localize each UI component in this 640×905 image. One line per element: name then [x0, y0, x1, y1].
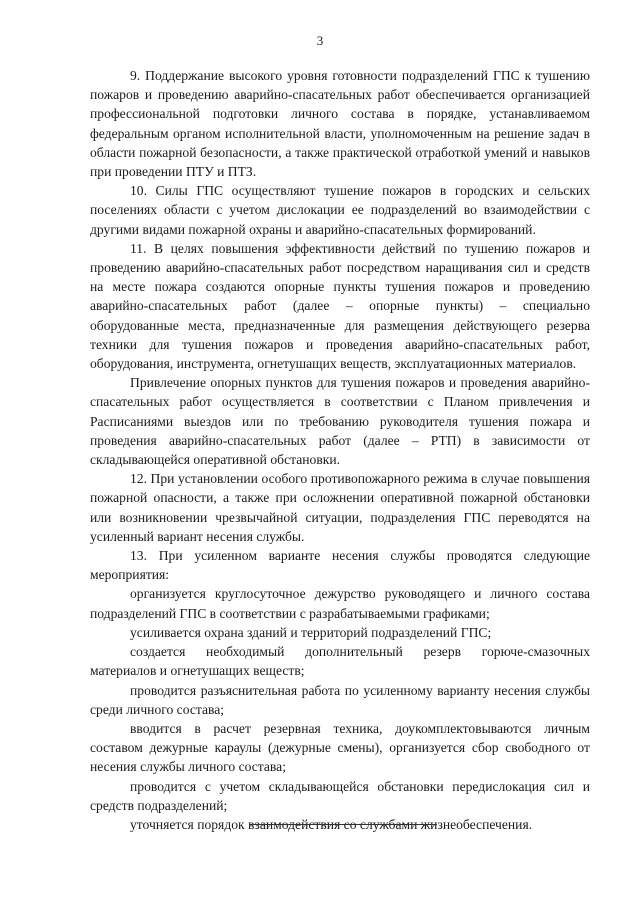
paragraph-11-support-points: Привлечение опорных пунктов для тушения пожаров и проведения аварийно-спасательных работ осуществляется в соответствии с Планом привлечения и Расписаниями выездов или по требованию руководителя тушения пожара и проведения аварийно-спасательных работ (далее – РТП) в зависимости от складывающейся оперативной обстановки. [90, 375, 590, 468]
page-number: 3 [316, 33, 324, 48]
measure-item: организуется круглосуточное дежурство руководящего и личного состава подразделений ГПС в соответствии с разрабатываемыми графиками; [90, 586, 590, 621]
measure-item: создается необходимый дополнительный резерв горюче-смазочных материалов и огнетушащих веществ; [90, 644, 590, 679]
document-body [90, 66, 590, 834]
measure-item: уточняется порядок взаимодействия со службами жизнеобеспечения. [130, 816, 533, 832]
paragraph-11: 11. В целях повышения эффективности действий по тушению пожаров и проведению аварийно-спасательных работ посредством наращивания сил и средств на месте пожара создаются опорные пункты тушения пожаров и проведению аварийно-спасательных работ (далее – опорные пункты) – специально оборудованные места, предназначенные для размещения действующего резерва техники для тушения пожаров и проведения аварийно-спасательных работ, оборудования, инструмента, огнетушащих веществ, эксплуатационных материалов. [90, 240, 590, 372]
paragraph-13: 13. При усиленном варианте несения службы проводятся следующие мероприятия: [90, 548, 590, 583]
paragraph-9: 9. Поддержание высокого уровня готовности подразделений ГПС к тушению пожаров и проведению аварийно-спасательных работ обеспечивается организацией профессиональной подготовки личного состава в порядке, устанавливаемом федеральным органом исполнительной власти, уполномоченным на решение задач в области пожарной безопасности, а также практической отработкой умений и навыков при проведении ПТУ и ПТЗ. [90, 68, 590, 180]
paragraph-10: 10. Силы ГПС осуществляют тушение пожаров в городских и сельских поселениях области с учетом дислокации ее подразделений во взаимодействии с другими видами пожарной охраны и аварийно-спасательных формирований. [90, 183, 590, 237]
measure-item: проводится с учетом складывающейся обстановки передислокация сил и средств подразделений; [90, 778, 590, 813]
measure-item: усиливается охрана зданий и территорий подразделений ГПС; [130, 624, 492, 640]
measure-item: проводится разъяснительная работа по усиленному варианту несения службы среди личного состава; [90, 682, 590, 717]
end-separator-line [249, 824, 437, 825]
paragraph-12: 12. При установлении особого противопожарного режима в случае повышения пожарной опасности, а также при осложнении оперативной пожарной обстановки или возникновении чрезвычайной ситуации, подразделения ГПС переводятся на усиленный вариант несения службы. [90, 471, 590, 544]
measure-item: вводится в расчет резервная техника, доукомплектовываются личным составом дежурные караулы (дежурные смены), организуется сбор свободного от несения службы личного состава; [90, 720, 590, 775]
